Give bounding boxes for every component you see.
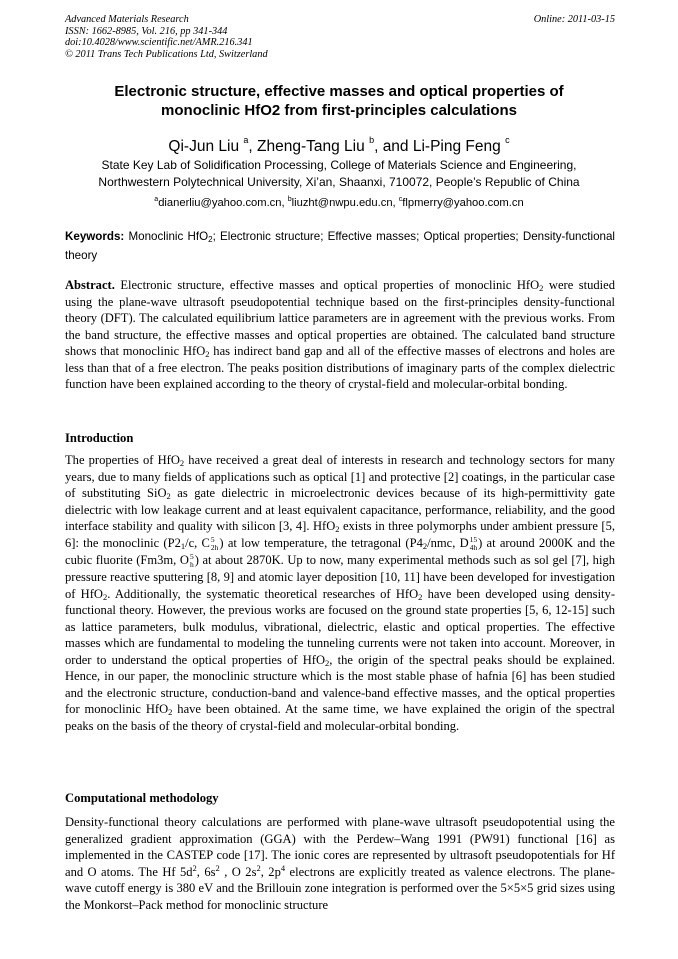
- intro-text: have been developed using density-functional theory. However, the previous works are focused on the ground state properties [5, 6, 12-15] such as lattice parameters, bulk modulus, vibrational, dielectric, elastic and optical properties. The effective masses which are fundamental to modeling the tunneling currents were not taken into account. Moreover, in order to understand the optical properties of HfO: [65, 586, 615, 667]
- point-group-c2h: [211, 536, 219, 552]
- intro-text: The properties of HfO: [65, 453, 180, 467]
- author-3: Li-Ping Feng: [412, 138, 501, 155]
- affiliation-line-1: State Key Lab of Solidification Processing, College of Materials Science and Engineering,: [101, 158, 577, 172]
- journal-header: [65, 14, 615, 60]
- abstract-text: has indirect band gap and all of the effective masses of electrons and holes are less than that of a free electron. The peaks position distributions of imaginary parts of the complex dielectric function have been explained according to the theory of crystal-field and molecular-orbital bonding.: [65, 344, 615, 392]
- superscript: 2: [256, 862, 261, 873]
- title-line-1: Electronic structure, effective masses and optical properties of: [114, 83, 564, 100]
- journal-doi: doi:10.4028/www.scientific.net/AMR.216.341: [65, 37, 253, 49]
- email-c-mark: c: [398, 196, 403, 203]
- superscript: 5: [189, 551, 194, 561]
- intro-text: , the origin of the spectral peaks should be explained. Hence, in our paper, the monoclinic structure which is the most stable phase of hafnia [6] has been studied and the electronic structure, conduction-band and valence-band effective masses, and the optical properties for monoclinic HfO: [65, 652, 615, 717]
- subscript: 1: [180, 540, 186, 551]
- abstract-label: Abstract.: [65, 278, 115, 292]
- subscript: h: [189, 559, 194, 569]
- title-line-2: monoclinic HfO2 from first-principles calculations: [161, 102, 517, 119]
- author-2: Zheng-Tang Liu: [257, 138, 365, 155]
- subscript: 2h: [210, 542, 219, 552]
- subscript: 2: [418, 591, 423, 602]
- author-3-mark: c: [505, 135, 510, 145]
- intro-text: exists in three polymorphs under ambient pressure [5, 6]: the monoclinic (P2: [65, 519, 615, 550]
- email-a-mark: a: [154, 196, 159, 203]
- method-text: , O 2s: [219, 864, 257, 879]
- methodology-heading: Computational methodology: [65, 791, 219, 805]
- journal-name: Advanced Materials Research: [65, 14, 189, 25]
- intro-text: have been obtained. At the same time, we have explained the origin of the spectral peaks on the basis of the theory of crystal-field and molecular-orbital bonding.: [65, 702, 615, 733]
- subscript: 2: [205, 349, 210, 360]
- paper-title: [40, 82, 638, 120]
- intro-text: have received a great deal of interests in research and technology sectors for many years, due to many fields of applications such as optical [1] and protective [2] coatings, in the particular case of substituting SiO: [65, 453, 615, 501]
- journal-copyright: © 2011 Trans Tech Publications Ltd, Switzerland: [65, 48, 268, 60]
- author-emails: [40, 193, 638, 210]
- method-text: , 6s: [196, 864, 216, 879]
- point-group-oh: [190, 553, 194, 569]
- superscript: 5: [210, 534, 215, 544]
- keywords-text-1: Monoclinic HfO: [124, 230, 209, 243]
- author-2-mark: b: [369, 135, 375, 145]
- author-list: [40, 131, 638, 156]
- superscript: 4: [280, 862, 286, 873]
- affiliation: [40, 157, 638, 190]
- method-text: , 2p: [260, 864, 281, 879]
- introduction-paragraph: [65, 452, 615, 734]
- subscript: 2: [325, 657, 330, 668]
- author-1: Qi-Jun Liu: [168, 138, 240, 155]
- method-text: Density-functional theory calculations are performed with plane-wave ultrasoft pseudopotential using the generalized gradient approximation (GGA) with the Perdew–Wang 1991 (PW91) functional [16] as implemented in the CASTEP code [17]. The ionic cores are represented by ultrasoft pseudopotentials for Hf and O atoms. The Hf 5d: [65, 815, 615, 879]
- abstract-paragraph: [65, 277, 615, 393]
- subscript: 2: [335, 524, 340, 535]
- email-b[interactable]: liuzht@nwpu.edu.cn,: [291, 197, 399, 209]
- superscript: 15: [469, 534, 478, 544]
- author-1-mark: a: [243, 135, 249, 145]
- subscript: 2: [539, 283, 544, 293]
- intro-text: as gate dielectric in microelectronic devices because of its high-permittivity gate dielectric with low leakage current and at least equivalent capacitance, performance, reliability, and the good interface stability and quality with silicon [3, 4]. HfO: [65, 486, 615, 534]
- keywords-label: Keywords:: [65, 230, 125, 243]
- point-group-d4h: [470, 536, 478, 552]
- subscript: 2: [168, 707, 173, 718]
- subscript: 2: [179, 458, 185, 468]
- keywords: [65, 229, 615, 264]
- abstract-text: Electronic structure, effective masses and optical properties of monoclinic HfO: [114, 278, 540, 292]
- subscript: 2: [422, 540, 428, 551]
- keywords-sub: 2: [208, 235, 213, 244]
- superscript: 2: [215, 862, 220, 873]
- email-c[interactable]: flpmerry@yahoo.com.cn: [402, 197, 524, 209]
- author-sep-2: , and: [374, 138, 413, 155]
- author-sep-1: ,: [248, 138, 258, 155]
- method-text: electrons are explicitly treated as valence electrons. The plane-wave cutoff energy is 380 eV and the Brillouin zone integration is performed over the 5×5×5 grid sizes using the Monkorst–Pack method for monoclinic structure: [65, 864, 615, 912]
- keywords-text-2: ; Electronic structure; Effective masses; Optical properties; Density-functional theory: [65, 230, 615, 262]
- email-b-mark: b: [287, 196, 292, 203]
- affiliation-line-2: Northwestern Polytechnical University, Xi’an, Shaanxi, 710072, People’s Republic of China: [98, 174, 580, 189]
- intro-text: ) at around 2000K and the cubic fluorite (Fm3m, O: [65, 535, 615, 567]
- subscript: 4h: [469, 542, 478, 552]
- intro-text: /nmc, D: [427, 535, 469, 550]
- online-date: Online: 2011-03-15: [533, 14, 615, 25]
- journal-issn: ISSN: 1662-8985, Vol. 216, pp 341-344: [65, 25, 228, 37]
- superscript: 2: [192, 862, 197, 873]
- methodology-paragraph: [65, 814, 615, 913]
- intro-text: /c, C: [185, 535, 210, 550]
- subscript: 2: [166, 491, 171, 502]
- email-a[interactable]: dianerliu@yahoo.com.cn,: [158, 197, 288, 209]
- abstract-text: were studied using the plane-wave ultrasoft pseudopotential technique based on the first-principles density-functional theory (DFT). The calculated equilibrium lattice parameters are in agreement with the previous works. From the band structure, the effective masses and optical properties are obtained. The calculated band structure shows that monoclinic HfO: [65, 278, 615, 359]
- subscript: 2: [102, 591, 108, 602]
- intro-text: ) at low temperature, the tetragonal (P4: [219, 535, 423, 550]
- intro-text: . Additionally, the systematic theoretical researches of HfO: [107, 586, 419, 601]
- introduction-heading: Introduction: [65, 431, 134, 445]
- intro-text: ) at about 2870K. Up to now, many experimental methods such as sol gel [7], high pressure reactive sputtering [8, 9] and atomic layer deposition [10, 11] have been developed for investigation of HfO: [65, 552, 615, 601]
